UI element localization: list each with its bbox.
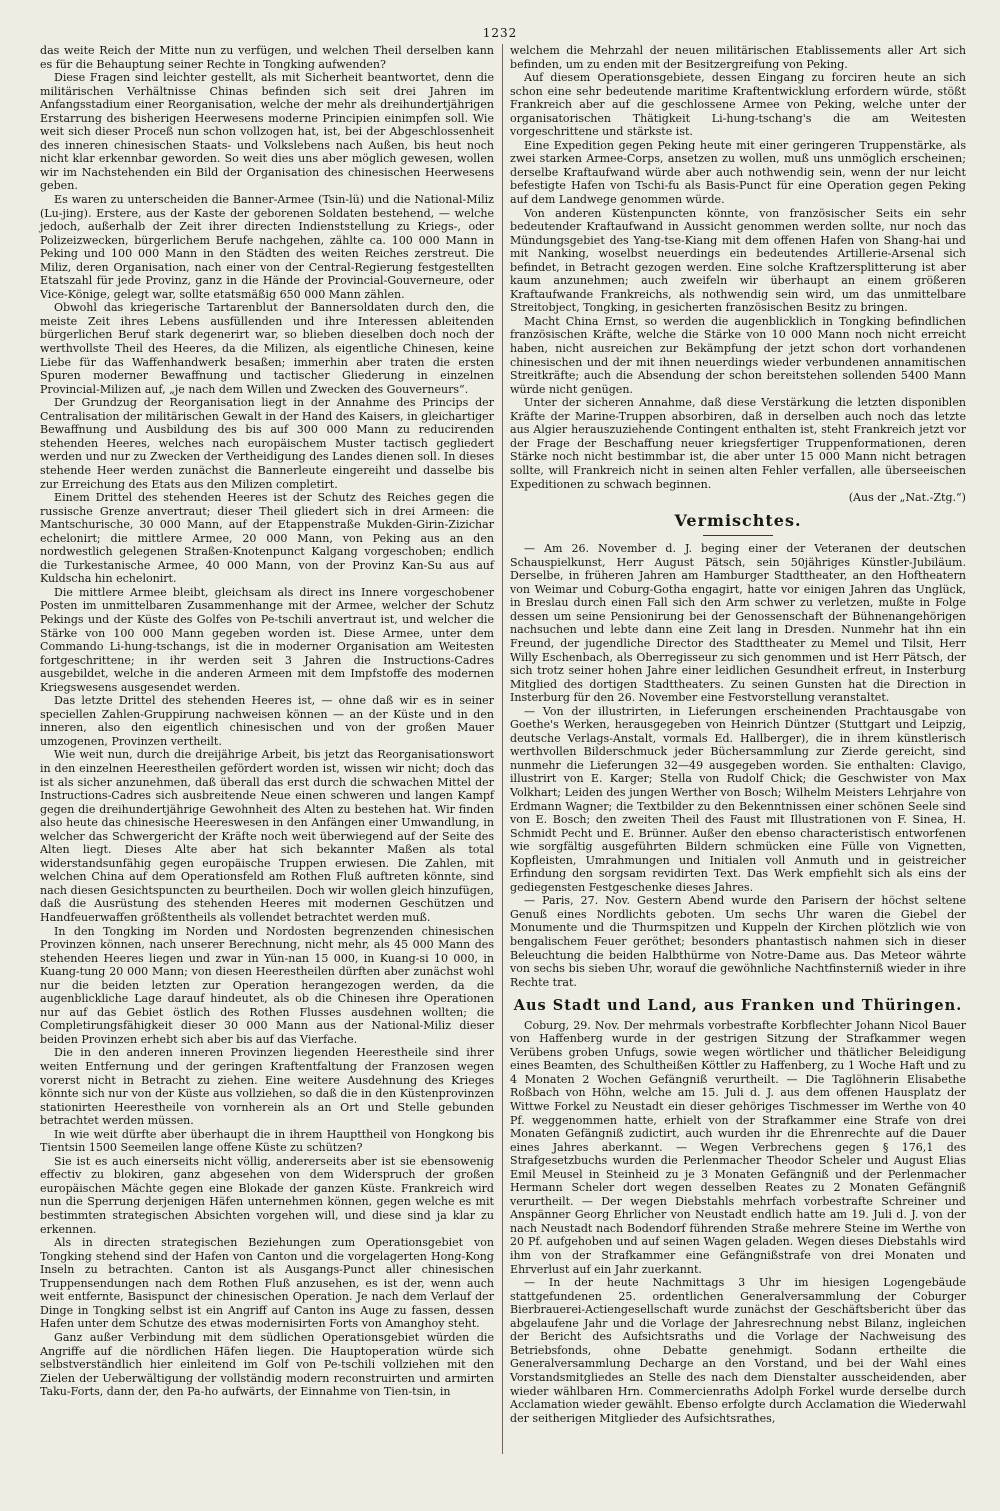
- article-paragraph: Die mittlere Armee bleibt, gleichsam als direct ins Innere vorgeschobener Posten im unmittelbaren Zusammenhange mit der Armee, welcher der Schutz Pekings und der Küste des Golfes von Pe-tschili anvertraut ist, und welcher die Stärke von 100 000 Mann gegeben worden ist. Diese Armee, unter dem Commando Li-hung-tschangs, ist die in moderner Organisation am Weitesten fortgeschrittene; in ihr werden seit 3 Jahren die Instructions-Cadres ausgebildet, welche in die anderen Armeen mit dem Impfstoffe des modernen Kriegswesens ausgesendet werden.: [40, 585, 494, 694]
- news-item: — Am 26. November d. J. beging einer der Veteranen der deutschen Schauspielkunst, Herr August Pätsch, sein 50jähriges Künstler-Jubiläum. Derselbe, in früheren Jahren am Hamburger Stadttheater, an den Hoftheatern von Weimar und Coburg-Gotha engagirt, hatte vor einigen Jahren das Unglück, in Breslau durch einen Fall sich den Arm schwer zu verletzen, mußte in Folge dessen um seine Pensionirung bei der Genossenschaft der Bühnenangehörigen nachsuchen und lebte dann eine Zeit lang in Dresden. Nunmehr hat ihn ein Freund, der jugendliche Director des Stadttheater zu Memel und Tilsit, Herr Willy Eschenbach, als Oberregisseur zu sich genommen und ist Herr Pätsch, der sich trotz seiner hohen Jahre einer leidlichen Gesundheit erfreut, in Insterburg Mitglied des dortigen Stadttheaters. Zu seinen Gunsten hat die Direction in Insterburg für den 26. November eine Festvorstellung veranstaltet.: [510, 542, 966, 705]
- news-item: — Paris, 27. Nov. Gestern Abend wurde den Parisern der höchst seltene Genuß eines Nordlichts geboten. Um sechs Uhr waren die Giebel der Monumente und die Thurmspitzen und Kuppeln der Kirchen plötzlich wie von bengalischem Feuer geröthet; besonders phantastisch nahmen sich in dieser Beleuchtung die beiden Halbthürme von Notre-Dame aus. Das Meteor währte von sechs bis sieben Uhr, worauf die gewöhnliche Nachtfinsterniß wieder in ihre Rechte trat.: [510, 894, 966, 989]
- article-paragraph: Diese Fragen sind leichter gestellt, als mit Sicherheit beantwortet, denn die militärischen Verhältnisse Chinas befinden sich seit drei Jahren im Anfangsstadium einer Reorganisation, welche der mehr als dreihundertjährigen Erstarrung des bisherigen Heerwesens moderne Principien einimpfen soll. Wie weit sich dieser Proceß nun schon vollzogen hat, ist, bei der Abgeschlossenheit des inneren chinesischen Staats- und Volkslebens nach Außen, bis heut noch nicht klar erkennbar geworden. So weit dies uns aber möglich gewesen, wollen wir im Nachstehenden ein Bild der Organisation des chinesischen Heerwesens geben.: [40, 71, 494, 193]
- heading-rule: [703, 535, 773, 536]
- article-paragraph: Von anderen Küstenpuncten könnte, von französischer Seits ein sehr bedeutender Kraftaufwand in Aussicht genommen werden sollte, nur noch das Mündungsgebiet des Yang-tse-Kiang mit dem offenen Hafen von Shang-hai und mit Nanking, woselbst neuerdings ein bedeutendes Artillerie-Arsenal sich befindet, in Betracht gezogen werden. Eine solche Kraftzersplitterung ist aber kaum anzunehmen; auch zweifeln wir überhaupt an einem größeren Kraftaufwande Frankreichs, als nothwendig sein wird, um das unmittelbare Streitobject, Tongking, in gesicherten französischen Besitz zu bringen.: [510, 206, 966, 315]
- section-heading-vermischtes: Vermischtes.: [674, 510, 802, 530]
- right-column: [510, 44, 966, 1425]
- column-divider: [502, 44, 503, 1454]
- article-paragraph: Ganz außer Verbindung mit dem südlichen Operationsgebiet würden die Angriffe auf die nördlichen Häfen liegen. Die Hauptoperation würde sich selbstverständlich hier einleitend im Golf von Pe-tschili vollziehen mit den Zielen der Ueberwältigung der vollständig modern reconstruirten und armirten Taku-Forts, dann der, den Pa-ho aufwärts, der Einnahme von Tien-tsin, in: [40, 1330, 494, 1399]
- article-paragraph: Wie weit nun, durch die dreijährige Arbeit, bis jetzt das Reorganisationswort in den einzelnen Heerestheilen gefördert worden ist, wissen wir nicht; doch das ist als sicher anzunehmen, daß überall das erst durch die schwachen Mittel der Instructions-Cadres sich ausbreitende Neue einen schweren und langen Kampf gegen die dreihundertjährige Gewohnheit des Alten zu bestehen hat. Wir finden also heute das chinesische Heereswesen in den Anfängen einer Umwandlung, in welcher das Schwergericht der Kräfte noch weit überwiegend auf der Seite des Alten liegt. Dieses Alte aber hat sich bekannter Maßen als total widerstandsunfähig gegen europäische Truppen erwiesen. Die Zahlen, mit welchen China auf dem Operationsfeld am Rothen Fluß auftreten könnte, sind nach diesen Gesichtspuncten zu beurtheilen. Doch wir wollen gleich hinzufügen, daß die Ausrüstung des stehenden Heeres mit modernen Geschützen und Handfeuerwaffen größtentheils als vollendet betrachtet werden muß.: [40, 748, 494, 924]
- article-paragraph: Es waren zu unterscheiden die Banner-Armee (Tsin-lü) und die National-Miliz (Lu-jing). Erstere, aus der Kaste der geborenen Soldaten bestehend, — welche jedoch, außerhalb der Zeit ihrer directen Indienststellung zu Kriegs-, oder Polizeizwecken, bürgerlichem Berufe nachgehen, zählte ca. 100 000 Mann in Peking und 100 000 Mann in den Städten des weiten Reiches zerstreut. Die Miliz, deren Organisation, nach einer von der Central-Regierung festgestellten Etatszahl für jede Provinz, ganz in die Hände der Provincial-Gouverneure, oder Vice-Könige, gelegt war, sollte etatsmäßig 650 000 Mann zählen.: [40, 193, 494, 301]
- article-paragraph: Der Grundzug der Reorganisation liegt in der Annahme des Princips der Centralisation der militärischen Gewalt in der Hand des Kaisers, in gleichartiger Bewaffnung und Ausbildung des bis auf 300 000 Mann zu reducirenden stehenden Heeres, welches nach europäischem Muster tactisch gegliedert werden und nur zu Zwecken der Vertheidigung des Landes dienen soll. In dieses stehende Heer werden zunächst die Bannerleute eingereiht und dasselbe bis zur Erreichung des Etats aus den Milizen completirt.: [40, 396, 495, 491]
- page-number: 1232: [482, 26, 518, 40]
- article-paragraph: Unter der sicheren Annahme, daß diese Verstärkung die letzten disponiblen Kräfte der Marine-Truppen absorbiren, daß in derselben auch noch das letzte aus Algier herauszuziehende Contingent enthalten ist, steht Frankreich jetzt vor der Frage der Beschaffung neuer kriegsfertiger Truppenformationen, deren Stärke noch nicht bestimmbar ist, die aber unter 15 000 Mann nicht betragen sollte, will Frankreich nicht in seinen alten Fehler verfallen, alle überseeischen Expeditionen zu schwach beginnen.: [510, 396, 966, 491]
- section-heading-regional: Aus Stadt und Land, aus Franken und Thüringen.: [513, 997, 963, 1015]
- article-paragraph: Sie ist es auch einerseits nicht völlig, andererseits aber ist sie ebensowenig effectiv zu blokiren, ganz abgesehen von dem Widerspruch der großen europäischen Mächte gegen eine Blokade der ganzen Küste. Frankreich wird nun die Sperrung derjenigen Häfen unternehmen können, gegen welche es mit bestimmten strategischen Absichten vorgehen will, und diese sind ja klar zu erkennen.: [40, 1154, 494, 1236]
- news-item: Coburg, 29. Nov. Der mehrmals vorbestrafte Korbflechter Johann Nicol Bauer von Haffenberg wurde in der gestrigen Sitzung der Strafkammer wegen Verübens groben Unfugs, sowie wegen wörtlicher und thätlicher Beleidigung eines Beamten, des Schultheißen Köttler zu Haffenberg, zu 1 Woche Haft und zu 4 Monaten 2 Wochen Gefängniß verurtheilt. — Die Taglöhnerin Elisabethe Roßbach von Höhn, welche am 15. Juli d. J. aus dem offenen Hausplatz der Wittwe Forkel zu Neustadt ein dieser gehöriges Tischmesser im Werthe von 40 Pf. weggenommen hatte, erhielt von der Strafkammer eine Strafe von drei Monaten Gefängniß zudictirt, auch wurden ihr die Ehrenrechte auf die Dauer eines Jahres aberkannt. — Wegen Verbrechens gegen § 176,1 des Strafgesetzbuchs wurden die Perlenmacher Theodor Scheler und August Elias Emil Meusel in Steinheid zu je 3 Monaten Gefängniß und der Perlenmacher Hermann Scheler dort wegen desselben Reates zu 2 Monaten Gefängniß verurtheilt. — Der wegen Diebstahls mehrfach vorbestrafte Schreiner und Anspänner Georg Ehrlicher von Neustadt endlich hatte am 19. Juli d. J. von der nach Neustadt nach Bodendorf führenden Straße mehrere Steine im Werthe von 20 Pf. aufgehoben und auf seinen Wagen geladen. Wegen dieses Diebstahls wird ihm von der Strafkammer eine Gefängnißstrafe von drei Monaten und Ehrverlust auf ein Jahr zuerkannt.: [510, 1018, 966, 1276]
- article-paragraph: Eine Expedition gegen Peking heute mit einer geringeren Truppenstärke, als zwei starken Armee-Corps, ansetzen zu wollen, muß uns unmöglich erscheinen; derselbe Kraftaufwand würde aber auch nothwendig sein, wenn der nur leicht befestigte Hafen von Tschi-fu als Basis-Punct für eine Operation gegen Peking auf dem Landwege genommen würde.: [510, 138, 966, 207]
- article-paragraph: Das letzte Drittel des stehenden Heeres ist, — ohne daß wir es in seiner speciellen Zahlen-Gruppirung nachweisen können — an der Küste und in den inneren, also den eigentlich chinesischen und von der großen Mauer umzogenen, Provinzen vertheilt.: [40, 694, 494, 748]
- article-paragraph: Obwohl das kriegerische Tartarenblut der Bannersoldaten durch den, die meiste Zeit ihres Lebens ausfüllenden und ihre Interessen ableitenden bürgerlichen Beruf stark degenerirt war, so blieben dieselben doch noch der werthvollste Theil des Heeres, da die Milizen, als eigentliche Chinesen, keine Liebe für das Waffenhandwerk besaßen; immerhin aber traten die ersten Spuren moderner Bewaffnung und tactischer Gliederung in einzelnen Provincial-Milizen auf, „je nach dem Willen und Zwecken des Gouverneurs“.: [40, 301, 494, 396]
- article-paragraph: In den Tongking im Norden und Nordosten begrenzenden chinesischen Provinzen können, nach unserer Berechnung, nicht mehr, als 45 000 Mann des stehenden Heeres liegen und zwar in Yün-nan 15 000, in Kuang-si 10 000, in Kuang-tung 20 000 Mann; von diesen Heerestheilen dürften aber zunächst wohl nur die beiden letzten zur Operation herangezogen werden, da die augenblickliche Lage darauf hindeutet, als ob die Chinesen ihre Operationen nur auf das Gebiet östlich des Rothen Flusses ausdehnen wollten; die Completirungsfähigkeit dieser 30 000 Mann aus der National-Miliz dieser beiden Provinzen erhebt sich aber bis auf das Vierfache.: [40, 924, 494, 1046]
- article-paragraph: welchem die Mehrzahl der neuen militärischen Etablissements aller Art sich befinden, um zu enden mit der Besitzergreifung von Peking.: [510, 44, 966, 71]
- article-paragraph: das weite Reich der Mitte nun zu verfügen, und welchen Theil derselben kann es für die Behauptung seiner Rechte in Tongking aufwenden?: [40, 44, 494, 71]
- article-paragraph: In wie weit dürfte aber überhaupt die in ihrem Haupttheil von Hongkong bis Tientsin 1500 Seemeilen lange offene Küste zu schützen?: [40, 1127, 494, 1155]
- news-item: — Von der illustrirten, in Lieferungen erscheinenden Prachtausgabe von Goethe's Werken, herausgegeben von Heinrich Düntzer (Stuttgart und Leipzig, deutsche Verlags-Anstalt, vormals Ed. Hallberger), die in ihrem künstlerisch werthvollen Bilderschmuck jeder Büchersammlung zur Zierde gereicht, sind nunmehr die Lieferungen 32—49 ausgegeben worden. Sie enthalten: Clavigo, illustrirt von E. Karger; Stella von Rudolf Chick; die Geschwister von Max Volkhart; Leiden des jungen Werther von Bosch; Wilhelm Meisters Lehrjahre von Erdmann Wagner; die Textbilder zu den Bekenntnissen einer schönen Seele sind von E. Bosch; den zweiten Theil des Faust mit Illustrationen von F. Sinea, H. Schmidt Pecht und E. Brünner. Außer den ebenso characteristisch entworfenen wie sorgfältig ausgeführten Bildern schmücken eine Fülle von Vignetten, Kopfleisten, Umrahmungen und Initialen voll Anmuth und in geistreicher Erfindung den sorgsam revidirten Text. Das Werk empfiehlt sich als eins der gediegensten Festgeschenke dieses Jahres.: [510, 704, 966, 894]
- news-item: — In der heute Nachmittags 3 Uhr im hiesigen Logengebäude stattgefundenen 25. ordentlichen Generalversammlung der Coburger Bierbrauerei-Actiengesellschaft wurde zunächst der Geschäftsbericht über das abgelaufene Jahr und die Vorlage der Jahresrechnung nebst Bilanz, ingleichen der Bericht des Aufsichtsraths und die Vorlage der Nachweisung des Betriebsfonds, ohne Debatte genehmigt. Sodann ertheilte die Generalversammlung Decharge an den Vorstand, und bei der Wahl eines Vorstandsmitgliedes an Stelle des nach dem Dienstalter ausscheidenden, aber wieder wählbaren Hrn. Commercienraths Adolph Forkel wurde derselbe durch Acclamation wieder gewählt. Ebenso erfolgte durch Acclamation die Wiederwahl der seitherigen Mitglieder des Aufsichtsrathes,: [510, 1276, 966, 1425]
- article-paragraph: Auf diesem Operationsgebiete, dessen Eingang zu forciren heute an sich schon eine sehr bedeutende maritime Kraftentwicklung erfordern würde, stößt Frankreich aber auf die geschlossene Armee von Peking, welche unter der organisatorischen Thätigkeit Li-hung-tschang's die am Weitesten vorgeschrittene und stärkste ist.: [510, 71, 966, 139]
- article-paragraph: Die in den anderen inneren Provinzen liegenden Heerestheile sind ihrer weiten Entfernung und der geringen Kraftentfaltung der Franzosen wegen vorerst nicht in Betracht zu ziehen. Eine weitere Ausdehnung des Krieges könnte sich nur von der Küste aus vollziehen, so daß die in den Küstenprovinzen stationirten Heerestheile von vornherein als an Ort und Stelle gebunden betrachtet werden müssen.: [40, 1046, 494, 1128]
- left-column: [40, 44, 494, 1399]
- article-paragraph: Als in directen strategischen Beziehungen zum Operationsgebiet von Tongking stehend sind der Hafen von Canton und die vorgelagerten Hong-Kong Inseln zu betrachten. Canton ist als Ausgangs-Punct aller chinesischen Truppensendungen nach dem Rothen Fluß anzusehen, es ist der, wenn auch weit entfernte, Basispunct der chinesischen Operation. Je nach dem Verlauf der Dinge in Tongking selbst ist ein Angriff auf Canton ins Auge zu fassen, dessen Hafen unter dem Schutze des etwas modernisirten Forts von Amanghoy steht.: [40, 1236, 494, 1331]
- source-citation: (Aus der „Nat.-Ztg.“): [848, 491, 966, 505]
- article-paragraph: Einem Drittel des stehenden Heeres ist der Schutz des Reiches gegen die russische Grenze anvertraut; dieser Theil gliedert sich in drei Armeen: die Mantschurische, 30 000 Mann, auf der Etappenstraße Mukden-Girin-Zizichar echelonirt; die mittlere Armee, 20 000 Mann, von Peking aus an den nordwestlich gelegenen Straßen-Knotenpunct Kalgang vorgeschoben; endlich die Turkestanische Armee, 40 000 Mann, von der Provinz Kan-Su aus auf Kuldscha hin echelonirt.: [40, 491, 494, 586]
- article-paragraph: Macht China Ernst, so werden die augenblicklich in Tongking befindlichen französischen Kräfte, welche die Stärke von 10 000 Mann noch nicht erreicht haben, nicht ausreichen zur Bekämpfung der jetzt schon dort vorhandenen chinesischen und der mit ihnen neuerdings wieder verbundenen annamitischen Streitkräfte; auch die Absendung der schon bereitstehen sollenden 5400 Mann würde nicht genügen.: [510, 314, 966, 396]
